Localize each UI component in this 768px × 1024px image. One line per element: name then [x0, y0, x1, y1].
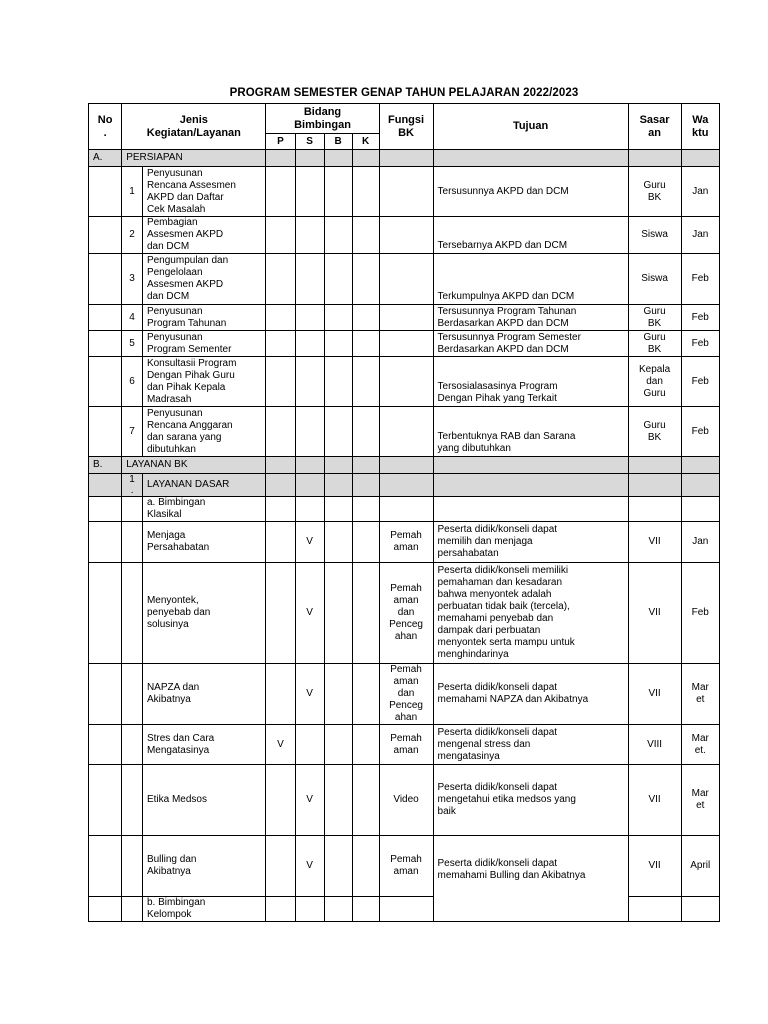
program-table — [88, 103, 720, 922]
section-a-no: A. — [89, 150, 122, 167]
section-layanan-row — [89, 457, 720, 474]
row-fungsi: Pemah aman dan Penceg ahan — [379, 664, 433, 725]
row-tujuan: Terbentuknya RAB dan Sarana yang dibutuhkan — [433, 407, 628, 457]
row-p — [266, 522, 295, 563]
row-no: 4 — [122, 305, 143, 331]
row-s: V — [295, 664, 324, 725]
table-row — [89, 254, 720, 305]
table-row — [89, 331, 720, 357]
row-s: V — [295, 522, 324, 563]
kelompok-label: b. Bimbingan Kelompok — [142, 897, 266, 922]
section-b-no: B. — [89, 457, 122, 474]
row-waktu: Jan — [681, 522, 719, 563]
row-tujuan: Peserta didik/konseli memiliki pemahaman dan kesadaran bahwa menyontek adalah perbuatan tidak baik (tercela), memahami penyebab dan dampak dari perbuatan menyontek serta mampu untuk menghindarinya — [433, 563, 628, 664]
row-fungsi: Pemah aman — [379, 725, 433, 765]
row-kegiatan: Konsultasii Program Dengan Pihak Guru dan Pihak Kepala Madrasah — [142, 357, 266, 407]
row-tujuan: Tersusunnya Program Tahunan Berdasarkan AKPD dan DCM — [433, 305, 628, 331]
row-p — [266, 765, 295, 836]
row-waktu: Jan — [681, 167, 719, 217]
row-kegiatan: Menyontek, penyebab dan solusinya — [142, 563, 266, 664]
table-row — [89, 725, 720, 765]
header-bidang: Bidang Bimbingan — [266, 104, 379, 134]
table-row — [89, 407, 720, 457]
row-waktu: Mar et — [681, 664, 719, 725]
table-row — [89, 664, 720, 725]
row-waktu: Feb — [681, 357, 719, 407]
row-tujuan: Peserta didik/konseli dapat memahami NAPZA dan Akibatnya — [433, 664, 628, 725]
row-fungsi: Video — [379, 765, 433, 836]
header-k: K — [352, 134, 379, 150]
row-waktu: Mar et — [681, 765, 719, 836]
table-row — [89, 305, 720, 331]
table-row — [89, 522, 720, 563]
row-sasaran: Siswa — [628, 254, 681, 305]
row-kegiatan: NAPZA dan Akibatnya — [142, 664, 266, 725]
row-waktu: Mar et. — [681, 725, 719, 765]
header-s: S — [295, 134, 324, 150]
row-kegiatan: Menjaga Persahabatan — [142, 522, 266, 563]
row-kegiatan: Pengumpulan dan Pengelolaan Assesmen AKPD dan DCM — [142, 254, 266, 305]
row-no: 3 — [122, 254, 143, 305]
header-no: No . — [89, 104, 122, 150]
row-tujuan: Tersebarnya AKPD dan DCM — [433, 217, 628, 254]
row-sasaran: VII — [628, 563, 681, 664]
row-tujuan: Tersusunnya Program Semester Berdasarkan AKPD dan DCM — [433, 331, 628, 357]
header-b: B — [324, 134, 352, 150]
row-s: V — [295, 836, 324, 897]
row-tujuan: Tersusunnya AKPD dan DCM — [433, 167, 628, 217]
row-waktu: Feb — [681, 305, 719, 331]
row-kegiatan: Penyusunan Rencana Assesmen AKPD dan Daftar Cek Masalah — [142, 167, 266, 217]
table-row — [89, 563, 720, 664]
row-sasaran: VII — [628, 522, 681, 563]
row-fungsi: Pemah aman dan Penceg ahan — [379, 563, 433, 664]
row-sasaran: Kepala dan Guru — [628, 357, 681, 407]
header-sasaran: Sasar an — [628, 104, 681, 150]
row-no: 7 — [122, 407, 143, 457]
row-kegiatan: Etika Medsos — [142, 765, 266, 836]
row-sasaran: Siswa — [628, 217, 681, 254]
row-tujuan: Peserta didik/konseli dapat memahami Bulling dan Akibatnya — [433, 836, 628, 922]
row-sasaran: VII — [628, 765, 681, 836]
row-no: 6 — [122, 357, 143, 407]
table-row — [89, 765, 720, 836]
row-sasaran: VII — [628, 664, 681, 725]
row-sasaran: VIII — [628, 725, 681, 765]
section-a-label: PERSIAPAN — [122, 150, 266, 167]
row-tujuan: Peserta didik/konseli dapat memilih dan menjaga persahabatan — [433, 522, 628, 563]
row-sasaran: VII — [628, 836, 681, 897]
row-fungsi: Pemah aman — [379, 836, 433, 897]
layanan-dasar-row — [89, 474, 720, 497]
row-waktu: Feb — [681, 254, 719, 305]
header-fungsi: Fungsi BK — [379, 104, 433, 150]
row-p — [266, 836, 295, 897]
row-s: V — [295, 765, 324, 836]
row-no: 5 — [122, 331, 143, 357]
row-no: 1 — [122, 167, 143, 217]
row-tujuan: Peserta didik/konseli dapat mengetahui etika medsos yang baik — [433, 765, 628, 836]
row-kegiatan: Penyusunan Program Sementer — [142, 331, 266, 357]
row-kegiatan: Penyusunan Program Tahunan — [142, 305, 266, 331]
header-waktu: Wa ktu — [681, 104, 719, 150]
layanan-dasar-label: LAYANAN DASAR — [142, 474, 266, 497]
header-p: P — [266, 134, 295, 150]
row-waktu: Jan — [681, 217, 719, 254]
row-fungsi: Pemah aman — [379, 522, 433, 563]
section-persiapan-row — [89, 150, 720, 167]
row-kegiatan: Penyusunan Rencana Anggaran dan sarana yang dibutuhkan — [142, 407, 266, 457]
row-kegiatan: Pembagian Assesmen AKPD dan DCM — [142, 217, 266, 254]
row-s — [295, 725, 324, 765]
klasikal-label: a. Bimbingan Klasikal — [142, 497, 266, 522]
row-p: V — [266, 725, 295, 765]
row-waktu: Feb — [681, 407, 719, 457]
row-no: 2 — [122, 217, 143, 254]
section-b-label: LAYANAN BK — [122, 457, 266, 474]
row-kegiatan: Stres dan Cara Mengatasinya — [142, 725, 266, 765]
row-sasaran: Guru BK — [628, 305, 681, 331]
klasikal-heading-row — [89, 497, 720, 522]
row-tujuan: Peserta didik/konseli dapat mengenal stress dan mengatasinya — [433, 725, 628, 765]
row-p — [266, 563, 295, 664]
row-sasaran: Guru BK — [628, 331, 681, 357]
table-row — [89, 357, 720, 407]
layanan-dasar-no: 1 . — [122, 474, 143, 497]
table-row — [89, 836, 720, 897]
header-jenis: Jenis Kegiatan/Layanan — [122, 104, 266, 150]
document-title: PROGRAM SEMESTER GENAP TAHUN PELAJARAN 2022/2023 — [229, 87, 579, 99]
row-tujuan: Tersosialasasinya Program Dengan Pihak yang Terkait — [433, 357, 628, 407]
row-kegiatan: Bulling dan Akibatnya — [142, 836, 266, 897]
table-row — [89, 217, 720, 254]
table-row — [89, 167, 720, 217]
row-waktu: April — [681, 836, 719, 897]
header-tujuan: Tujuan — [433, 104, 628, 150]
row-sasaran: Guru BK — [628, 407, 681, 457]
row-tujuan: Terkumpulnya AKPD dan DCM — [433, 254, 628, 305]
row-s: V — [295, 563, 324, 664]
row-sasaran: Guru BK — [628, 167, 681, 217]
row-p — [266, 664, 295, 725]
row-waktu: Feb — [681, 331, 719, 357]
header-row — [89, 104, 720, 134]
row-waktu: Feb — [681, 563, 719, 664]
